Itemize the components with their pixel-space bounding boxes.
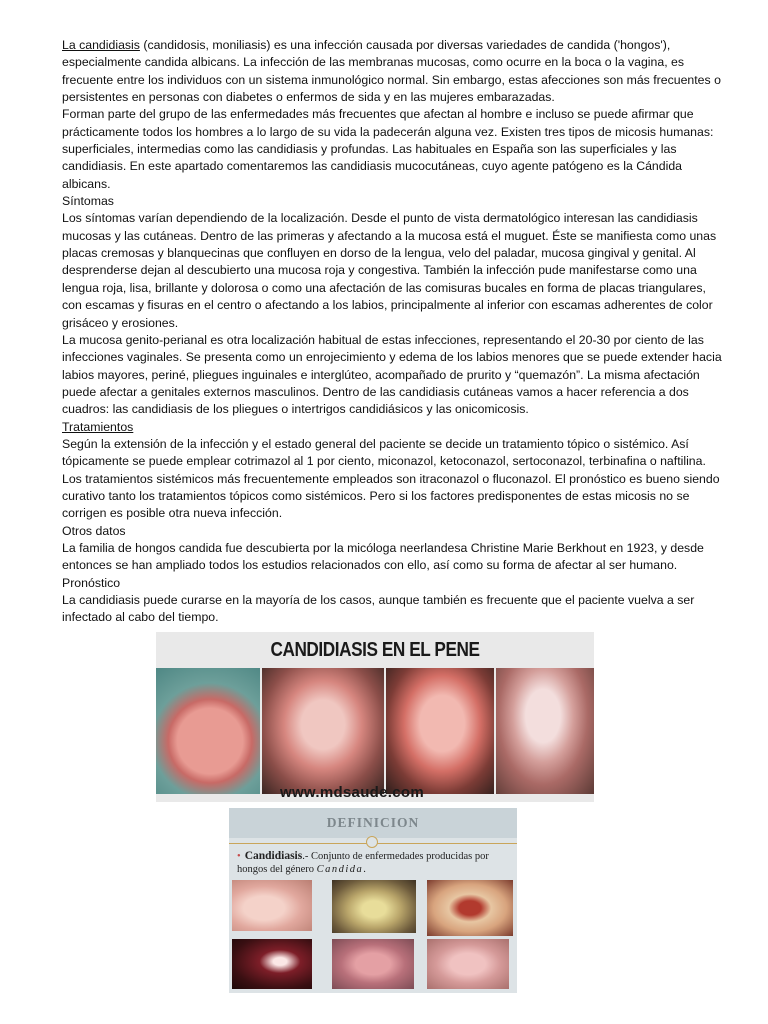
clinical-photo-4 xyxy=(496,668,594,794)
ring-ornament-icon xyxy=(366,836,378,848)
definition-genus: Candida xyxy=(316,864,364,875)
heading-otros-datos: Otros datos xyxy=(62,523,126,538)
paragraph-tratamientos: Según la extensión de la infección y el estado general del paciente se decide un tratamiento tópico o sistémico. Así tópicamente se puede emplear cotrimazol al 1 por ciento, miconazol, ketoconazol, sertoconazol, terbinafina o naftilina. Los tratamientos sistémicos más frecuentemente empleados son itraconazol o fluconazol. El pronóstico es bueno siendo curativo tanto los tratamientos tópicos como sistémicos. Pero si los factores predisponentes de estas micosis no se corrigen es posible otra nueva infección. xyxy=(62,436,720,521)
clinical-photo-3 xyxy=(386,668,494,794)
paragraph-otros-datos: La familia de hongos candida fue descubierta por la micóloga neerlandesa Christine Marie Berkhout en 1923, y desde entonces se han ampliado todos los estudios relacionados con ello, así como su forma de afectar al ser humano. xyxy=(62,540,704,573)
clinical-photo-1 xyxy=(156,668,260,794)
slide-photo-oral xyxy=(232,880,312,931)
paragraph-genito-perianal: La mucosa genito-perianal es otra localización habitual de estas infecciones, representando el 20-30 por ciento de las infecciones vaginales. Se presenta como un enrojecimiento y edema de los labios menores que se puede extender hacia labios mayores, periné, pliegues inguinales e interglúteo, acompañado de prurito y “quemazón”. La misma afectación puede afectar a genitales externos masculinos. Dentro de las candidiasis cutáneas vamos a hacer referencia a dos cuadros: las candidiasis de los pliegues o intertrigos candidiásicos y las onicomicosis. xyxy=(62,332,722,417)
definition-end: . xyxy=(363,864,366,875)
paragraph-pronostico: La candidiasis puede curarse en la mayoría de los casos, aunque también es frecuente que el paciente vuelva a ser infectado al cabo del tiempo. xyxy=(62,593,695,625)
slide-photo-genital xyxy=(427,939,509,989)
candidiasis-link[interactable]: La candidiasis xyxy=(62,38,140,52)
paragraph-sintomas: Los síntomas varían dependiendo de la localización. Desde el punto de vista dermatológico interesan las candidiasis mucosas y las cutáneas. Dentro de las primeras y afectando a la mucosa está el muguet. Éste se manifiesta como unas placas cremosas y blanquecinas que confluyen en dorso de la lengua, velo del paladar, mucosa gingival y genital. Al desprenderse dejan al descubierto una mucosa roja y congestiva. También la infección pude manifestarse como una lengua roja, lisa, brillante y dolorosa o como una afectación de las comisuras bucales en forma de placas triangulares, con escamas y fisuras en el centro o afectando a los labios, principalmente al inferior con escamas adherentes de color grisáceo y erosiones. xyxy=(62,211,717,330)
definition-body: .- Conjunto de enfermedades producidas por hongos del género xyxy=(237,851,489,875)
slide-photo-skin xyxy=(332,939,414,989)
intro-text: (candidosis, moniliasis) es una infección causada por diversas variedades de candida ('hongos'), especialmente candida albicans. La infección de las membranas mucosas, como ocurre en la boca o la vagina, es frecuente entre los individuos con un sistema inmunológico normal. Sin embargo, estas afecciones son más frecuentes o persistentes en personas con diabetes o enfermos de sida y en las mujeres embarazadas. xyxy=(62,38,721,105)
heading-sintomas: Síntomas xyxy=(62,194,114,209)
intro-paragraph xyxy=(62,37,722,106)
figure-candidiasis-pene xyxy=(156,632,594,802)
paragraph-micosis: Forman parte del grupo de las enfermedades más frecuentes que afectan al hombre e incluso se puede afirmar que prácticamente todos los hombres a lo largo de su vida la padecerán alguna vez. Existen tres tipos de micosis humanas: superficiales, intermedias como las candidiasis y profundas. Las habituales en España son las superficiales y las candidiasis. En este apartado comentaremos las candidiasis mucocutáneas, cuyo agente patógeno es la Cándida albicans. xyxy=(62,107,714,191)
watermark-text: www.mdsaude.com xyxy=(280,784,424,801)
slide-photo-vaginal xyxy=(332,880,416,933)
slide-photo-mouth xyxy=(427,880,513,936)
heading-pronostico: Pronóstico xyxy=(62,575,121,590)
figure-definicion-slide xyxy=(229,808,517,993)
slide-photo-endoscopic xyxy=(232,939,312,989)
heading-tratamientos[interactable]: Tratamientos xyxy=(62,419,134,434)
definition-term: Candidiasis xyxy=(244,850,303,862)
slide-header: DEFINICION xyxy=(229,808,517,838)
figure-title: CANDIDIASIS EN EL PENE xyxy=(270,639,480,661)
definition-text xyxy=(237,850,507,876)
bullet-icon: • xyxy=(237,851,241,862)
document-body xyxy=(62,37,722,627)
clinical-photo-2 xyxy=(262,668,384,794)
